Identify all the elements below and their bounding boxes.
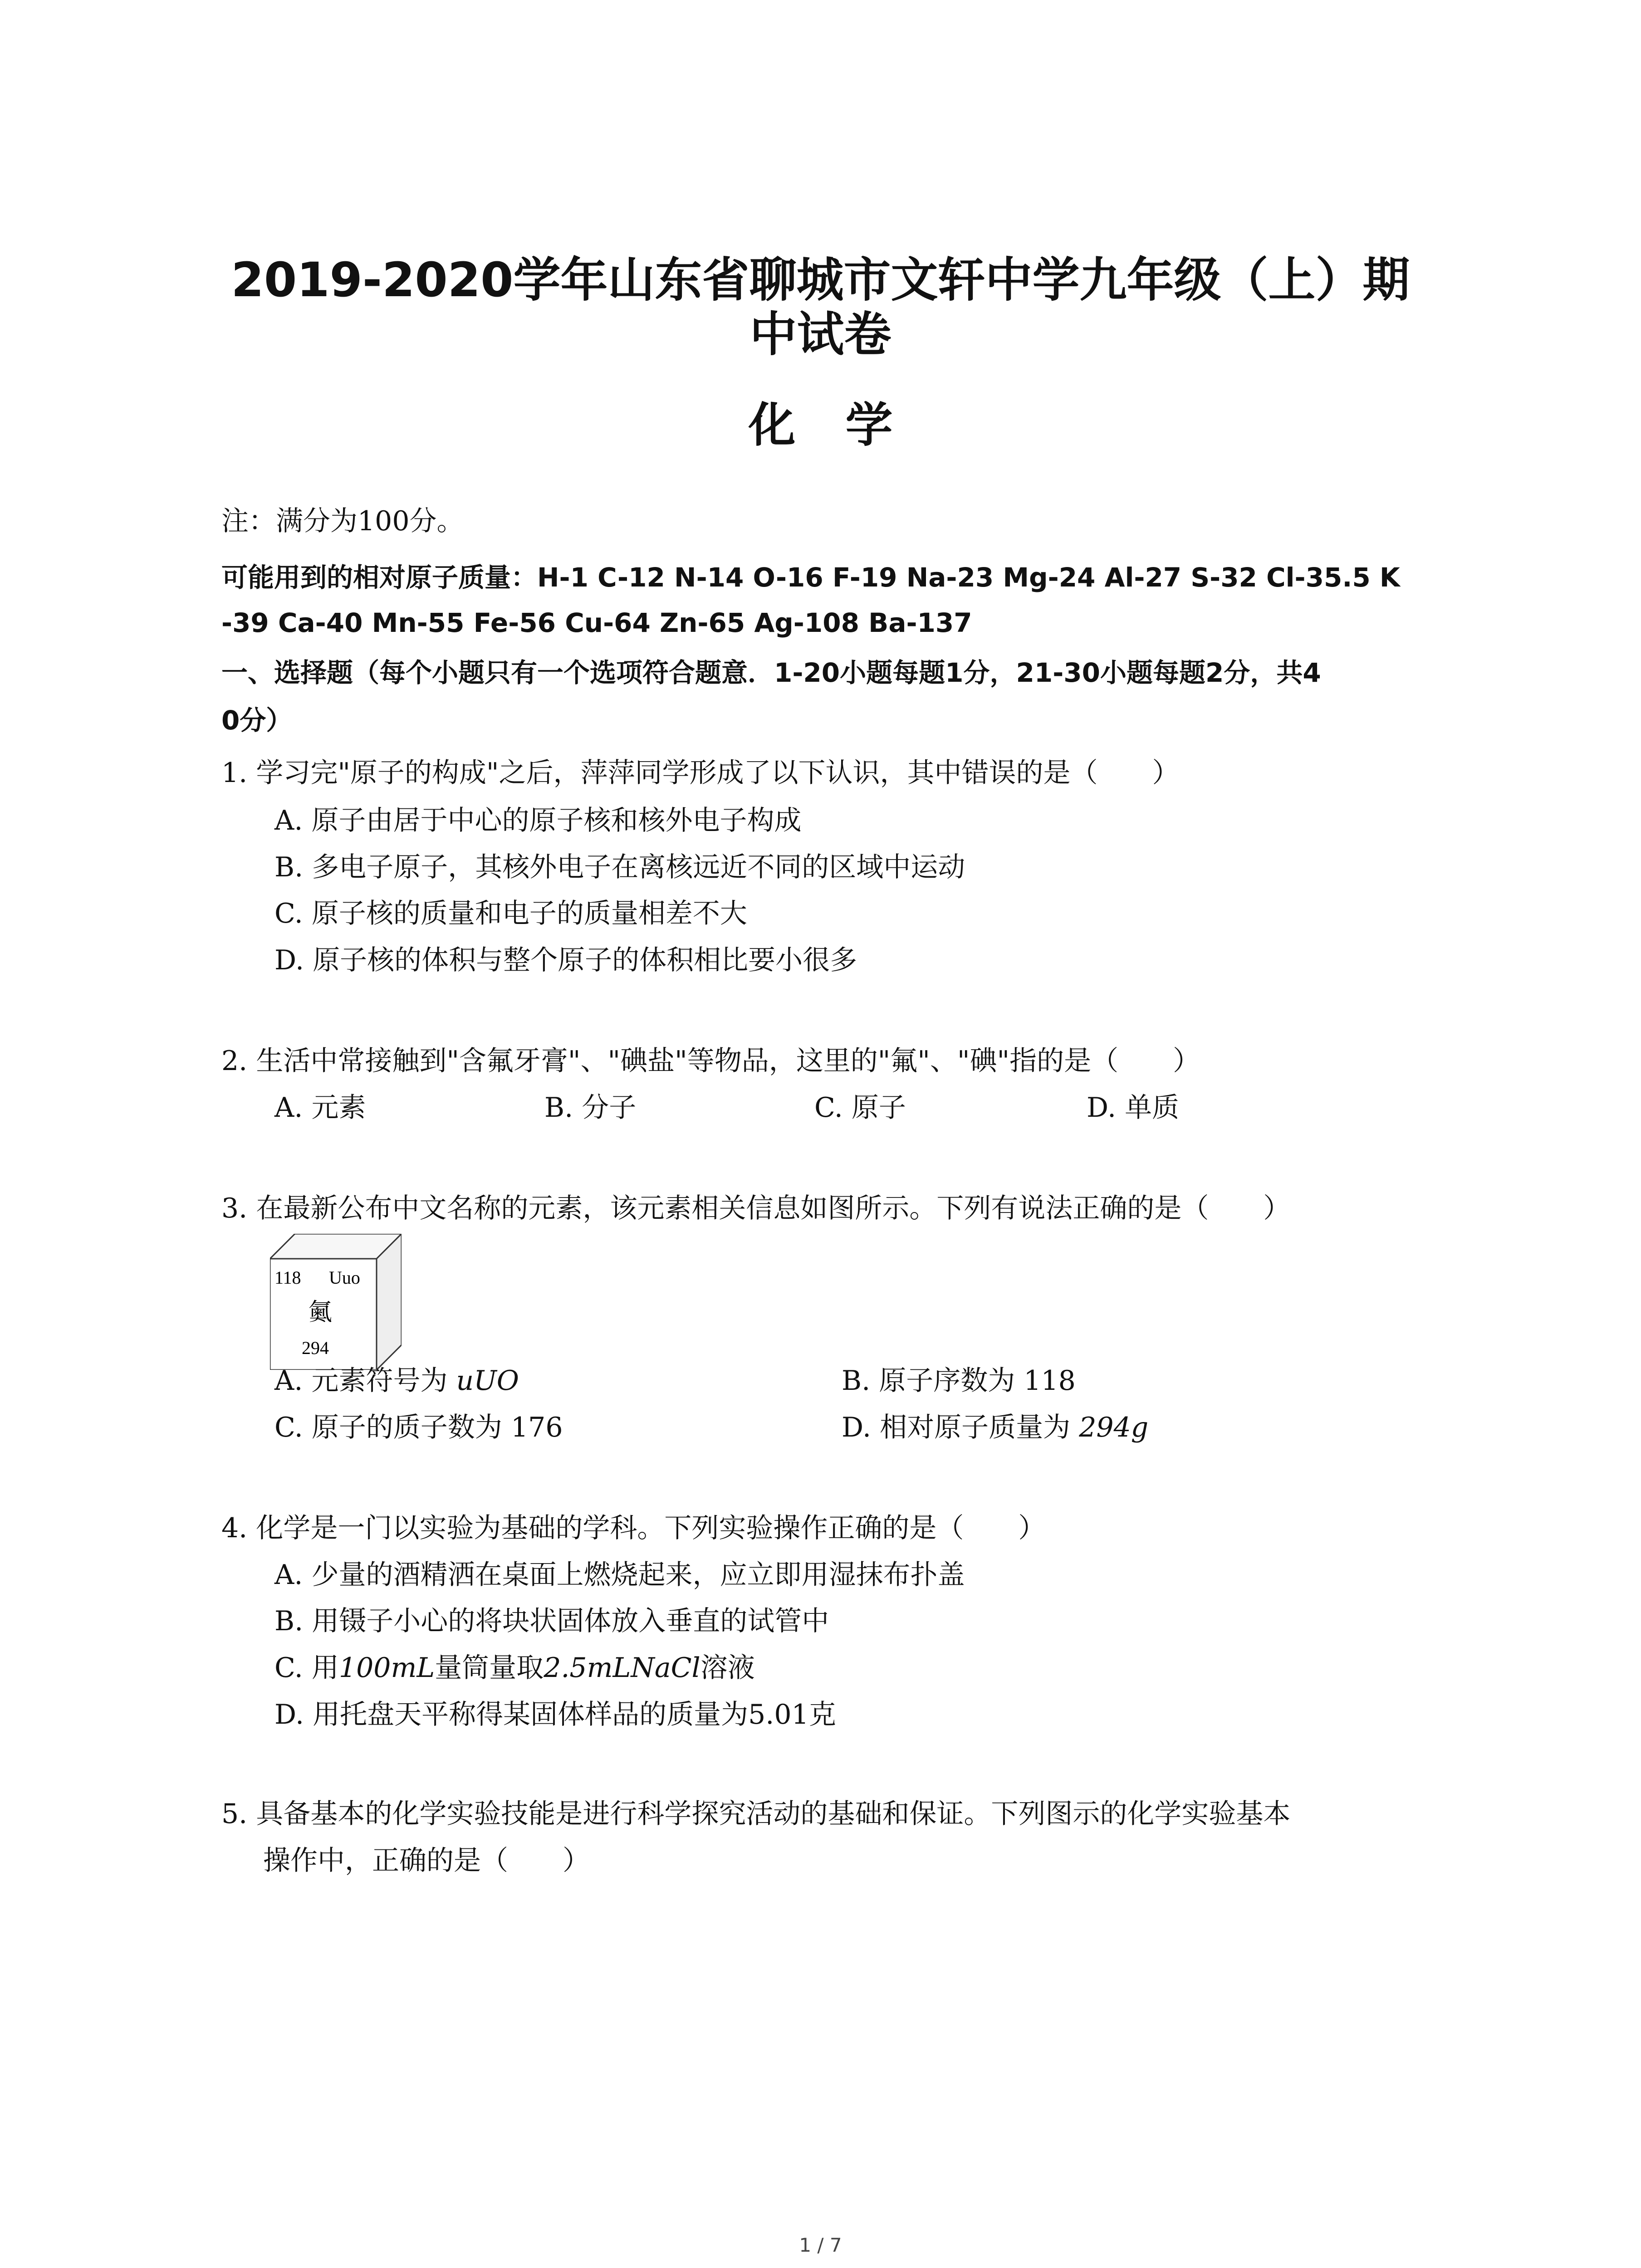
question-4-option-a: A. 少量的酒精洒在桌面上燃烧起来，应立即用湿抹布扑盖 — [274, 1559, 965, 1591]
option-label: A. 元素符号为 — [274, 1365, 456, 1397]
question-1-option-d: D. 原子核的体积与整个原子的体积相比要小很多 — [274, 944, 857, 976]
option-math: 176 — [511, 1412, 563, 1443]
score-note: 注：满分为100分。 — [221, 505, 464, 537]
page-title: 2019-2020学年山东省聊城市文轩中学九年级（上）期 — [231, 252, 1410, 308]
question-1-option-a: A. 原子由居于中心的原子核和核外电子构成 — [274, 805, 802, 836]
element-atomic-number: 118 — [274, 1267, 301, 1288]
element-symbol: Uuo — [329, 1267, 360, 1288]
subject-heading: 化学 — [748, 397, 943, 453]
question-1-option-b: B. 多电子原子，其核外电子在离核远近不同的区域中运动 — [274, 851, 965, 883]
question-4-option-c — [274, 1652, 755, 1684]
question-2-stem: 2. 生活中常接触到"含氟牙膏"、"碘盐"等物品，这里的"氟"、"碘"指的是（ ） — [221, 1045, 1200, 1077]
element-card-figure — [270, 1234, 402, 1370]
option-label: B. 原子序数为 — [842, 1365, 1024, 1397]
question-2-option-b: B. 分子 — [544, 1092, 637, 1124]
option-label: D. 相对原子质量为 — [842, 1412, 1079, 1443]
question-4-option-b: B. 用镊子小心的将块状固体放入垂直的试管中 — [274, 1605, 829, 1637]
question-1-option-c: C. 原子核的质量和电子的质量相差不大 — [274, 898, 747, 929]
question-3-option-d — [842, 1412, 1148, 1443]
page-title-continued: 中试卷 — [749, 307, 892, 362]
option-label: C. 原子的质子数为 — [274, 1412, 511, 1443]
option-text: 量筒量取 — [435, 1652, 544, 1684]
question-1-stem: 1. 学习完"原子的构成"之后，萍萍同学形成了以下认识，其中错误的是（ ） — [221, 757, 1180, 789]
question-3-stem: 3. 在最新公布中文名称的元素，该元素相关信息如图所示。下列有说法正确的是（ ） — [221, 1193, 1291, 1224]
atomic-masses-line1: 可能用到的相对原子质量：H-1 C-12 N-14 O-16 F-19 Na-23 Mg-24 Al-27 S-32 Cl-35.5 K — [221, 562, 1400, 593]
element-mass: 294 — [302, 1338, 329, 1358]
option-math: 100mL — [338, 1652, 435, 1684]
option-math: 118 — [1024, 1365, 1076, 1397]
question-2-option-c: C. 原子 — [814, 1092, 906, 1124]
page-number: 1 / 7 — [799, 2234, 842, 2256]
question-5-stem-line2: 操作中，正确的是（ ） — [263, 1845, 590, 1877]
element-card-side — [377, 1234, 402, 1370]
option-text: C. 用 — [274, 1652, 339, 1684]
section-heading-line1: 一、选择题（每个小题只有一个选项符合题意．1-20小题每题1分，21-30小题每题2分，共4 — [221, 657, 1321, 688]
question-3-option-a — [274, 1365, 519, 1397]
question-4-option-d: D. 用托盘天平称得某固体样品的质量为5.01克 — [274, 1699, 836, 1730]
option-math: 294g — [1079, 1412, 1149, 1443]
question-2-option-d: D. 单质 — [1087, 1092, 1180, 1124]
element-name: 鿫 — [309, 1299, 333, 1326]
question-3-option-b — [842, 1365, 1076, 1397]
atomic-masses-line2: -39 Ca-40 Mn-55 Fe-56 Cu-64 Zn-65 Ag-108 Ba-137 — [221, 607, 972, 638]
option-text: 溶液 — [700, 1652, 755, 1684]
section-heading-line2: 0分） — [221, 705, 293, 736]
option-math: 2.5mLNaCl — [544, 1652, 700, 1684]
question-2-option-a: A. 元素 — [274, 1092, 366, 1124]
option-math: uUO — [456, 1365, 519, 1397]
question-4-stem: 4. 化学是一门以实验为基础的学科。下列实验操作正确的是（ ） — [221, 1512, 1046, 1544]
question-5-stem-line1: 5. 具备基本的化学实验技能是进行科学探究活动的基础和保证。下列图示的化学实验基本 — [221, 1798, 1291, 1830]
question-3-option-c — [274, 1412, 563, 1443]
